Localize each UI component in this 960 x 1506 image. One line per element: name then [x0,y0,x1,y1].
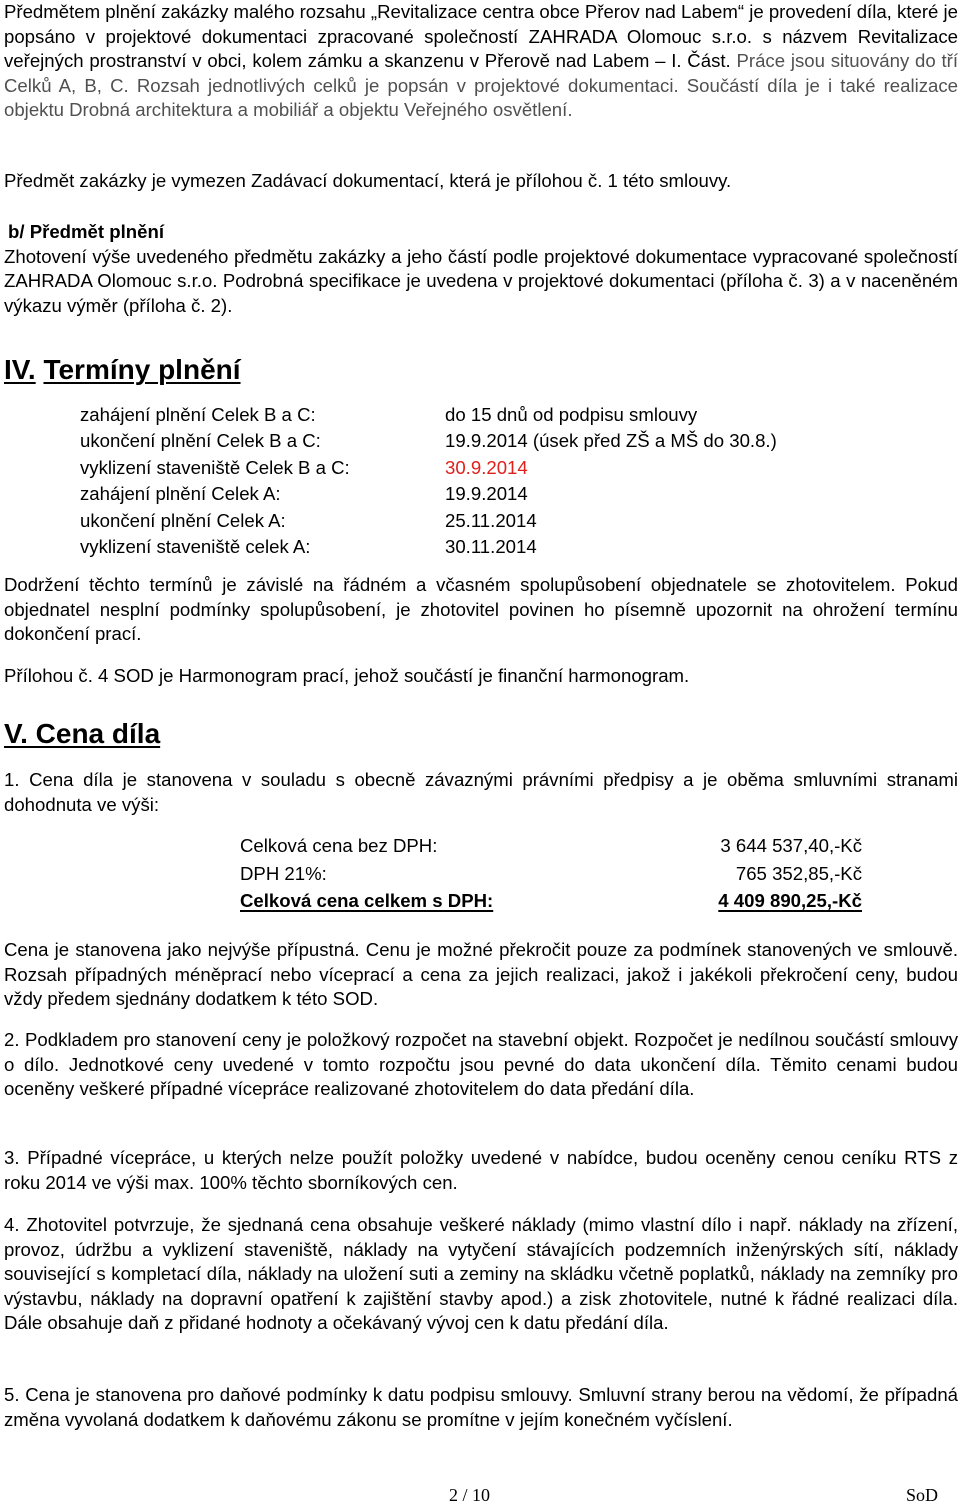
page-number: 2 / 10 [449,1485,491,1505]
term-row: ukončení plnění Celek B a C: 19.9.2014 (úsek před ZŠ a MŠ do 30.8.) [80,430,777,452]
section-iv-number: IV. [4,354,36,385]
paragraph-4: 4. Zhotovitel potvrzuje, že sjednaná cena obsahuje veškeré náklady (mimo vlastní dílo i např. náklady na zřízení, provoz, údržbu a vyklizení staveniště, náklady na vytyčení stávajících podzemních inženýrských sítí, náklady související s kompletací díla, náklady na uložení suti a zeminy na skládku včetně poplatků, náklady na zemníky pro výstavbu, náklady na dopravní opatření k zajištění stavby apod.) a zisk zhotovitele, nutné k řádné realizaci díla. Dále obsahuje daň z přidané hodnoty a očekávaný vývoj cen k datu předání díla. [4,1214,958,1334]
paragraph-2: 2. Podkladem pro stanovení ceny je položkový rozpočet na stavební objekt. Rozpočet je nedílnou součástí smlouvy o dílo. Jednotkové ceny uvedené v tomto rozpočtu jsou pevné do data ukončení díla. Těmito cenami budou oceněny veškeré případné vícepráce realizované zhotovitelem do data předání díla. [4,1029,958,1100]
term-row: zahájení plnění Celek B a C: do 15 dnů od podpisu smlouvy [80,404,698,425]
section-v-heading: V. Cena díla [4,718,161,749]
price-row-vat: DPH 21%: 765 352,85,-Kč [240,862,862,884]
subject-defined-paragraph: Předmět zakázky je vymezen Zadávací dokumentací, která je přílohou č. 1 této smlouvy. [4,170,732,191]
price-row-net: Celková cena bez DPH: 3 644 537,40,-Kč [240,835,862,856]
section-b [4,220,958,318]
intro-paragraph [4,0,958,123]
price-table [240,832,862,915]
terms-list [80,402,777,560]
section-iv-title: Termíny plnění [43,354,241,385]
section-b-heading: b/ Předmět plnění [8,221,165,242]
compliance-paragraph: Dodržení těchto termínů je závislé na řádném a včasném spolupůsobení objednatele se zhotovitelem. Pokud objednatel nesplní podmínky spolupůsobení, je zhotovitel povinen ho písemně upozornit na ohrožení termínu dokončení prací. [4,574,958,645]
paragraph-5: 5. Cena je stanovena pro daňové podmínky k datu podpisu smlouvy. Smluvní strany berou na vědomí, že případná změna vyvolaná dodatkem k daňovému zákonu se promítne v jejím konečném vyčíslení. [4,1384,958,1430]
section-b-text: Zhotovení výše uvedeného předmětu zakázky a jeho částí podle projektové dokumentace vypracované společností ZAHRADA Olomouc s.r.o. Podrobná specifikace je uvedena v projektové dokumentaci (příloha č. 3) a v naceněném výkazu výměr (příloha č. 2). [4,245,958,316]
price-row-total: Celková cena celkem s DPH: 4 409 890,25,-Kč [240,890,862,912]
document-code: SoD [906,1485,939,1505]
attachment-paragraph: Přílohou č. 4 SOD je Harmonogram prací, jehož součástí je finanční harmonogram. [4,665,690,686]
term-row: vyklizení staveniště Celek B a C: 30.9.2014 [80,456,528,478]
section-iv-heading [4,354,958,386]
intro-text: Předmětem plnění zakázky malého rozsahu „Revitalizace centra obce Přerov nad Labem“ je provedení díla, které je popsáno v projektové dokumentaci zpracované společností ZAHRADA Olomouc s.r.o. s názvem Revitalizace veřejných prostranství v obci, kolem zámku a skanzenu v Přerově nad Labem – I. Část. [4,1,958,72]
term-row: zahájení plnění Celek A: 19.9.2014 [80,483,528,505]
max-price-paragraph: Cena je stanovena jako nejvýše přípustná. Cenu je možné překročit pouze za podmínek stanovených ve smlouvě. Rozsah případných méněprací nebo víceprací a cena za jejich realizaci, jakož i jakékoli překročení ceny, budou vždy předem sjednány dodatkem k této SOD. [4,939,958,1010]
term-row: vyklizení staveniště celek A: 30.11.2014 [80,536,537,558]
price-intro-paragraph: 1. Cena díla je stanovena v souladu s obecně závaznými právními předpisy a je oběma smluvními stranami dohodnuta ve výši: [4,769,958,815]
paragraph-3: 3. Případné vícepráce, u kterých nelze použít položky uvedené v nabídce, budou oceněny cenou ceníku RTS z roku 2014 ve výši max. 100% těchto sborníkových cen. [4,1147,958,1193]
intro-text-gray: Práce jsou situovány do tří Celků A, B, C. Rozsah jednotlivých celků je popsán v projektové dokumentaci. Součástí díla je i také realizace objektu Drobná architektura a mobiliář a objektu Veřejného osvětlení. [4,50,958,121]
term-row: ukončení plnění Celek A: 25.11.2014 [80,509,537,531]
